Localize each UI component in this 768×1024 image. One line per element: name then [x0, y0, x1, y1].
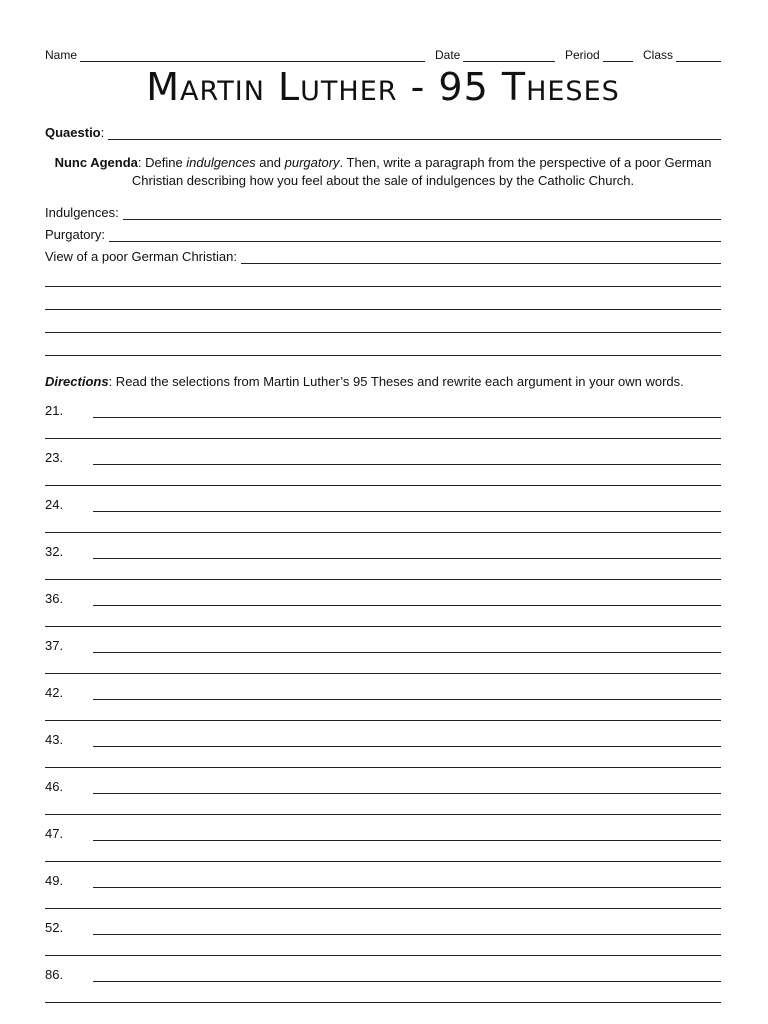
- thesis-row: [45, 631, 721, 653]
- directions-body: : Read the selections from Martin Luther’s 95 Theses and rewrite each argument in your own words.: [108, 374, 684, 389]
- paragraph-line[interactable]: [45, 287, 721, 310]
- thesis-answer-line[interactable]: [93, 452, 721, 465]
- agenda-text: [45, 154, 721, 190]
- thesis-number: 36.: [45, 591, 64, 606]
- thesis-number: 24.: [45, 497, 64, 512]
- paragraph-line[interactable]: [45, 310, 721, 333]
- view-row: [45, 242, 721, 264]
- quaestio-label: Quaestio: [45, 125, 101, 140]
- class-label: Class: [643, 48, 674, 62]
- thesis-number: 42.: [45, 685, 64, 700]
- agenda-text-2: and: [255, 155, 285, 170]
- thesis-answer-line-2[interactable]: [45, 747, 721, 768]
- name-blank[interactable]: [80, 49, 425, 62]
- indulgences-row: [45, 198, 721, 220]
- purgatory-line[interactable]: [109, 229, 721, 242]
- thesis-number: 47.: [45, 826, 64, 841]
- thesis-row: [45, 960, 721, 982]
- thesis-answer-line[interactable]: [93, 687, 721, 700]
- thesis-answer-line-2[interactable]: [45, 888, 721, 909]
- paragraph-line[interactable]: [45, 264, 721, 287]
- thesis-answer-line-2[interactable]: [45, 982, 721, 1003]
- purgatory-label: Purgatory:: [45, 227, 105, 242]
- thesis-item: [45, 490, 721, 533]
- thesis-answer-line[interactable]: [93, 546, 721, 559]
- thesis-number: 37.: [45, 638, 64, 653]
- agenda-label: Nunc Agenda: [54, 155, 138, 170]
- thesis-number: 46.: [45, 779, 64, 794]
- period-label: Period: [565, 48, 600, 62]
- thesis-row: [45, 678, 721, 700]
- thesis-number: 86.: [45, 967, 64, 982]
- thesis-item: [45, 960, 721, 1003]
- thesis-answer-line-2[interactable]: [45, 700, 721, 721]
- indulgences-line[interactable]: [123, 207, 721, 220]
- agenda-text-1: : Define: [137, 155, 187, 170]
- thesis-row: [45, 772, 721, 794]
- worksheet: [45, 44, 721, 1003]
- header-row: [45, 44, 721, 62]
- thesis-item: [45, 678, 721, 721]
- view-label: View of a poor German Christian:: [45, 249, 237, 264]
- thesis-item: [45, 913, 721, 956]
- thesis-number: 32.: [45, 544, 64, 559]
- thesis-answer-line[interactable]: [93, 593, 721, 606]
- thesis-answer-line[interactable]: [93, 405, 721, 418]
- thesis-answer-line[interactable]: [93, 828, 721, 841]
- thesis-item: [45, 537, 721, 580]
- thesis-number: 52.: [45, 920, 64, 935]
- thesis-answer-line[interactable]: [93, 781, 721, 794]
- thesis-row: [45, 443, 721, 465]
- thesis-number: 21.: [45, 403, 64, 418]
- date-label: Date: [435, 48, 461, 62]
- thesis-row: [45, 396, 721, 418]
- thesis-number: 23.: [45, 450, 64, 465]
- thesis-answer-line[interactable]: [93, 969, 721, 982]
- thesis-answer-line-2[interactable]: [45, 653, 721, 674]
- page-title: Martin Luther - 95 Theses: [146, 65, 620, 109]
- agenda-term-indulgences: indulgences: [186, 155, 256, 170]
- purgatory-row: [45, 220, 721, 242]
- thesis-answer-line-2[interactable]: [45, 606, 721, 627]
- thesis-number: 43.: [45, 732, 64, 747]
- period-blank[interactable]: [603, 49, 633, 62]
- agenda-term-purgatory: purgatory: [284, 155, 340, 170]
- agenda-text-3: . Then, write a paragraph from the perspective of a poor German Christian describing how you feel about the sale of indulgences by the Catholic Church.: [131, 155, 712, 188]
- thesis-answer-line-2[interactable]: [45, 794, 721, 815]
- directions-text: [45, 374, 721, 392]
- directions-label: Directions: [45, 374, 109, 389]
- thesis-answer-line[interactable]: [93, 640, 721, 653]
- thesis-item: [45, 866, 721, 909]
- thesis-row: [45, 584, 721, 606]
- thesis-item: [45, 443, 721, 486]
- thesis-answer-line-2[interactable]: [45, 418, 721, 439]
- thesis-row: [45, 490, 721, 512]
- thesis-number: 49.: [45, 873, 64, 888]
- theses-list: [45, 396, 721, 1003]
- name-label: Name: [45, 48, 78, 62]
- thesis-row: [45, 537, 721, 559]
- thesis-row: [45, 725, 721, 747]
- thesis-item: [45, 725, 721, 768]
- quaestio-line[interactable]: [108, 127, 721, 140]
- class-blank[interactable]: [676, 49, 721, 62]
- thesis-row: [45, 819, 721, 841]
- thesis-row: [45, 866, 721, 888]
- thesis-answer-line[interactable]: [93, 875, 721, 888]
- thesis-answer-line[interactable]: [93, 499, 721, 512]
- thesis-answer-line-2[interactable]: [45, 512, 721, 533]
- quaestio-row: Quaestio :: [45, 118, 721, 140]
- indulgences-label: Indulgences:: [45, 205, 119, 220]
- thesis-answer-line-2[interactable]: [45, 465, 721, 486]
- thesis-row: [45, 913, 721, 935]
- thesis-item: [45, 631, 721, 674]
- thesis-answer-line-2[interactable]: [45, 841, 721, 862]
- thesis-answer-line[interactable]: [93, 734, 721, 747]
- thesis-answer-line[interactable]: [93, 922, 721, 935]
- thesis-answer-line-2[interactable]: [45, 935, 721, 956]
- thesis-answer-line-2[interactable]: [45, 559, 721, 580]
- thesis-item: [45, 584, 721, 627]
- view-line[interactable]: [241, 251, 721, 264]
- paragraph-line[interactable]: [45, 333, 721, 356]
- thesis-item: [45, 396, 721, 439]
- date-blank[interactable]: [463, 49, 555, 62]
- thesis-item: [45, 772, 721, 815]
- thesis-item: [45, 819, 721, 862]
